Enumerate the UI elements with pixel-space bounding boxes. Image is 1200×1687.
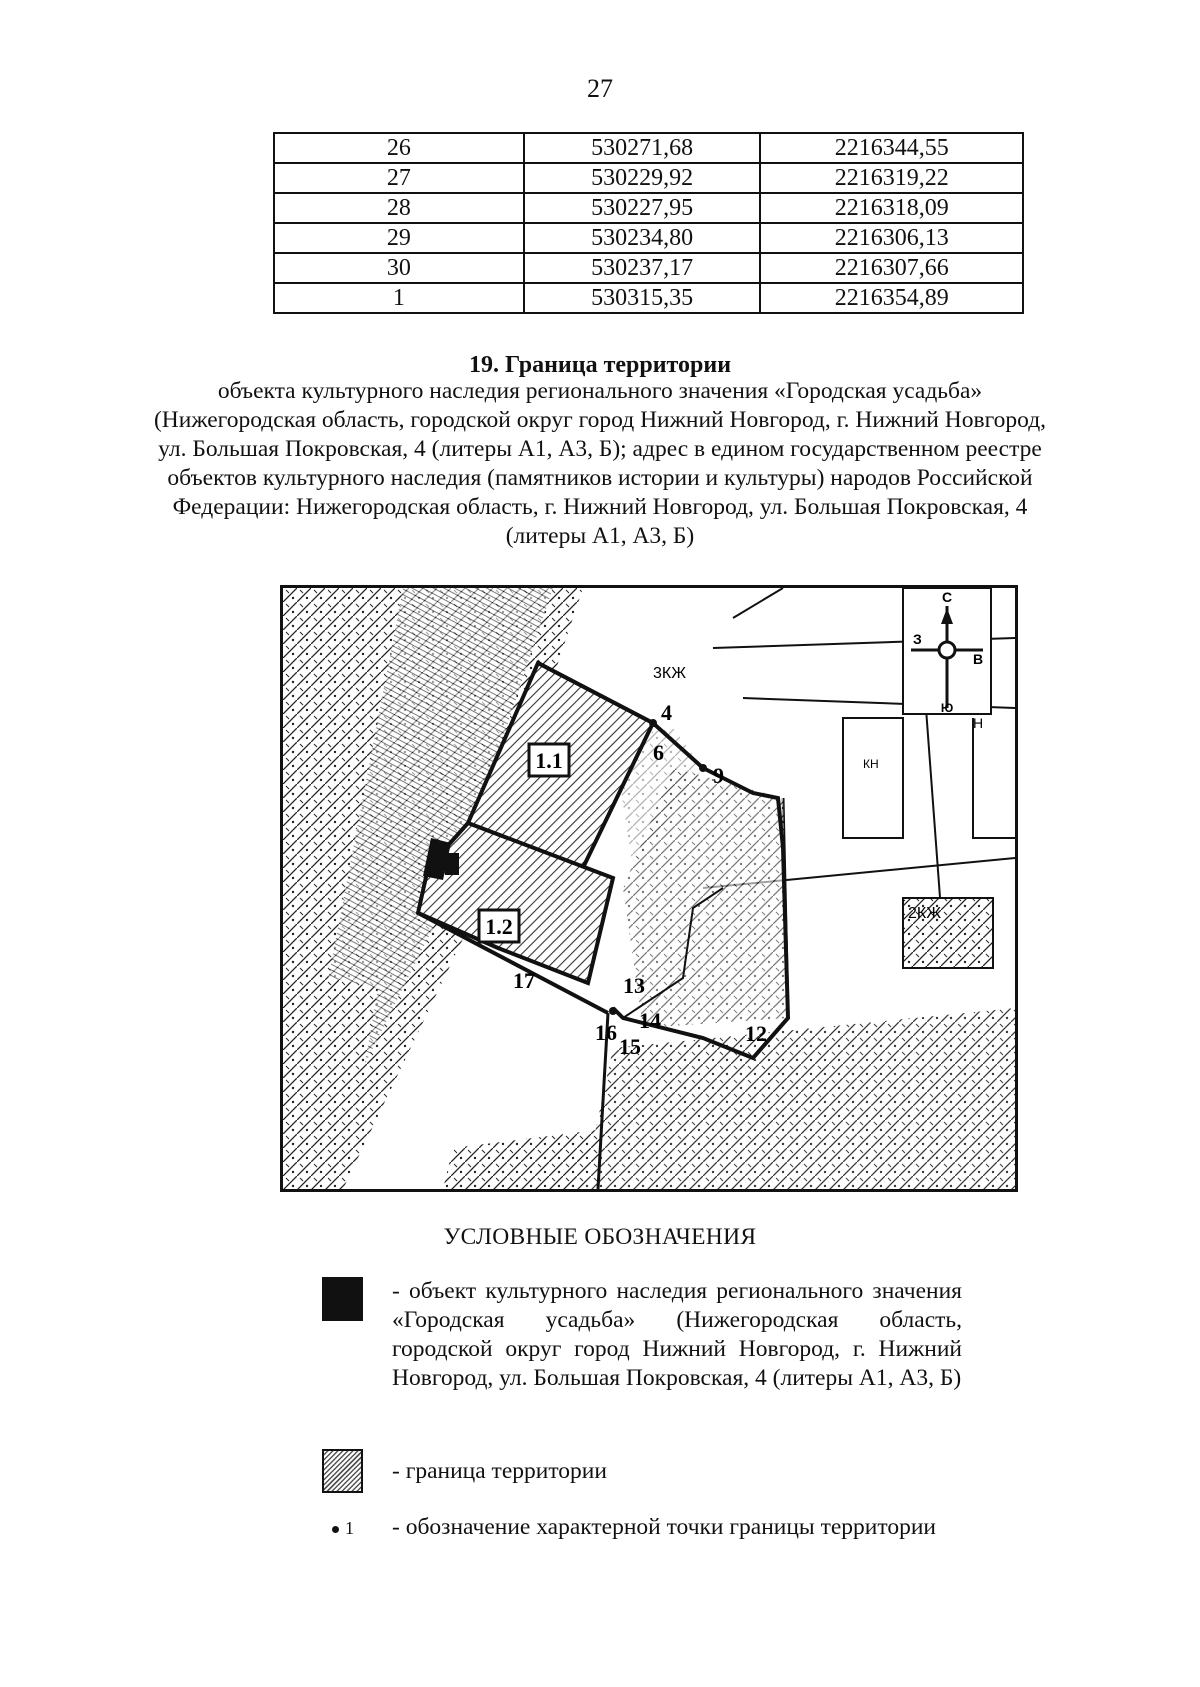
point-label: 16 [595,1020,617,1045]
lower-street-blocks [443,1128,613,1189]
table-row [274,283,1023,313]
point-label: 14 [639,1008,661,1033]
point-label: 17 [513,968,535,993]
boundary-point [649,719,657,727]
hatched-square-icon [322,1449,363,1493]
point-label: 9 [713,763,724,788]
parcel-line [973,718,1015,838]
compass-south: Ю [940,701,954,715]
zone-code: 2КЖ [908,905,941,922]
zone-label-1-2: 1.2 [485,914,513,939]
legend-item-point [322,1513,962,1547]
table-cell: 530271,68 [524,133,761,163]
compass [903,588,991,715]
table-cell: 530234,80 [524,223,761,253]
legend-title: УСЛОВНЫЕ ОБОЗНАЧЕНИЯ [443,1224,757,1250]
zone-label-1-1: 1.1 [535,748,563,773]
point-symbol [332,1513,354,1543]
table-row [274,253,1023,283]
coordinates-table [273,132,1024,314]
legend-item-heritage-object [322,1277,962,1427]
parcel-line [733,588,783,618]
compass-west: З [913,631,922,647]
table-row [274,133,1023,163]
table-cell: 2216318,09 [760,193,1023,223]
legend-text: - объект культурного наследия регионального значения «Городская усадьба» (Нижегородская область, городской округ город Нижний Новгород, г. Нижний Новгород, ул. Большая Покровская, 4 (литеры А1, А3, Б) [392,1278,962,1391]
table-cell: 2216307,66 [760,253,1023,283]
point-label: 13 [623,973,645,998]
table-row [274,163,1023,193]
table-cell: 30 [274,253,524,283]
boundary-point [609,1007,617,1015]
table-cell: 530315,35 [524,283,761,313]
point-label: 12 [745,1021,767,1046]
map-drawing [283,588,1015,1189]
table-cell: 530229,92 [524,163,761,193]
table-row [274,223,1023,253]
table-cell: 2216344,55 [760,133,1023,163]
table-cell: 2216354,89 [760,283,1023,313]
legend-text: - граница территории [392,1458,607,1484]
table-cell: 2216319,22 [760,163,1023,193]
boundary-point [699,764,707,772]
table-cell: 28 [274,193,524,223]
lower-blocks [583,1008,1015,1189]
table-cell: 2216306,13 [760,223,1023,253]
point-label: 4 [661,700,672,725]
table-cell: 27 [274,163,524,193]
zone-code: КН [863,757,879,771]
table-cell: 1 [274,283,524,313]
table-cell: 530237,17 [524,253,761,283]
black-square-icon [322,1277,363,1321]
table-cell: 530227,95 [524,193,761,223]
legend-item-territory-boundary [322,1449,962,1497]
point-label: 15 [619,1034,641,1059]
dot-icon [332,1526,339,1533]
building-outline [843,718,903,838]
heritage-object [445,853,459,875]
site-plan-map [280,585,1018,1192]
legend-text: - обозначение характерной точки границы территории [392,1514,936,1540]
zone-code: 3КЖ [653,665,686,682]
table-row [274,193,1023,223]
point-symbol-number: 1 [345,1518,354,1538]
compass-north: С [941,589,953,605]
table-cell: 26 [274,133,524,163]
section-description: объекта культурного наследия регионального значения «Городская усадьба» (Нижегородская область, городской округ город Нижний Новгород, г. Нижний Новгород, ул. Большая Покровская, 4 (литеры А1, А3, Б); адрес в едином государственном реестре объектов культурного наследия (памятников истории и культуры) народов Российской Федерации: Нижегородская область, г. Нижний Новгород, ул. Большая Покровская, 4 (литеры А1, А3, Б) [153,378,1047,549]
compass-east: В [973,651,984,667]
table-cell: 29 [274,223,524,253]
section-heading: 19. Граница территории [468,352,732,378]
page-number: 27 [587,74,613,103]
point-label: 6 [653,740,664,765]
zone-code: Н [973,715,984,731]
